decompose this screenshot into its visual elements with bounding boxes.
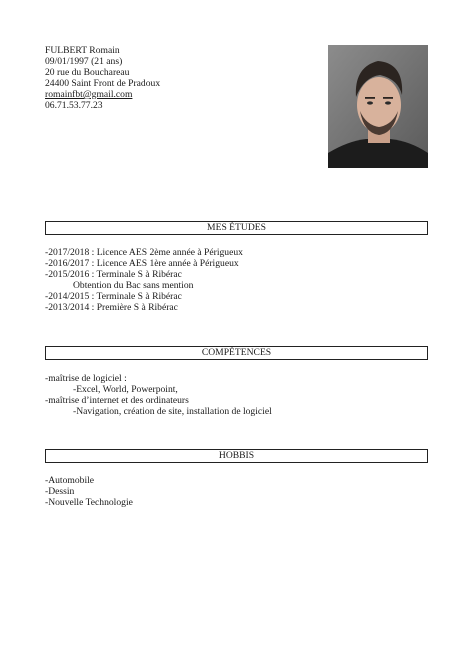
- list-item: -Navigation, création de site, installation de logiciel: [73, 406, 272, 417]
- contact-header: [45, 45, 160, 111]
- street-address: 20 rue du Bouchareau: [45, 67, 130, 78]
- list-item: -maîtrise de logiciel :: [45, 373, 127, 384]
- list-item: Obtention du Bac sans mention: [73, 280, 194, 291]
- list-item: -2016/2017 : Licence AES 1ère année à Périgueux: [45, 258, 239, 269]
- list-item: -Automobile: [45, 475, 95, 486]
- birth-date: 09/01/1997 (21 ans): [45, 56, 123, 67]
- etudes-list: [45, 247, 243, 313]
- city-address: 24400 Saint Front de Pradoux: [45, 78, 161, 89]
- section-title-hobbis: HOBBIS: [45, 449, 428, 463]
- list-item: -maîtrise d’internet et des ordinateurs: [45, 395, 189, 406]
- section-title-etudes: MES ÉTUDES: [45, 221, 428, 235]
- list-item: -Excel, World, Powerpoint,: [73, 384, 178, 395]
- list-item: -Nouvelle Technologie: [45, 497, 133, 508]
- phone-number: 06.71.53.77.23: [45, 100, 103, 111]
- list-item: -2015/2016 : Terminale S à Ribérac: [45, 269, 182, 280]
- list-item: -2017/2018 : Licence AES 2ème année à Périgueux: [45, 247, 243, 258]
- list-item: -Dessin: [45, 486, 75, 497]
- hobbis-list: [45, 475, 133, 508]
- list-item: -2014/2015 : Terminale S à Ribérac: [45, 291, 182, 302]
- competences-list: [45, 373, 272, 417]
- email-link[interactable]: romainfbt@gmail.com: [45, 89, 133, 100]
- portrait-photo: [328, 45, 428, 168]
- list-item: -2013/2014 : Première S à Ribérac: [45, 302, 178, 313]
- section-title-competences: COMPÉTENCES: [45, 346, 428, 360]
- full-name: FULBERT Romain: [45, 45, 120, 56]
